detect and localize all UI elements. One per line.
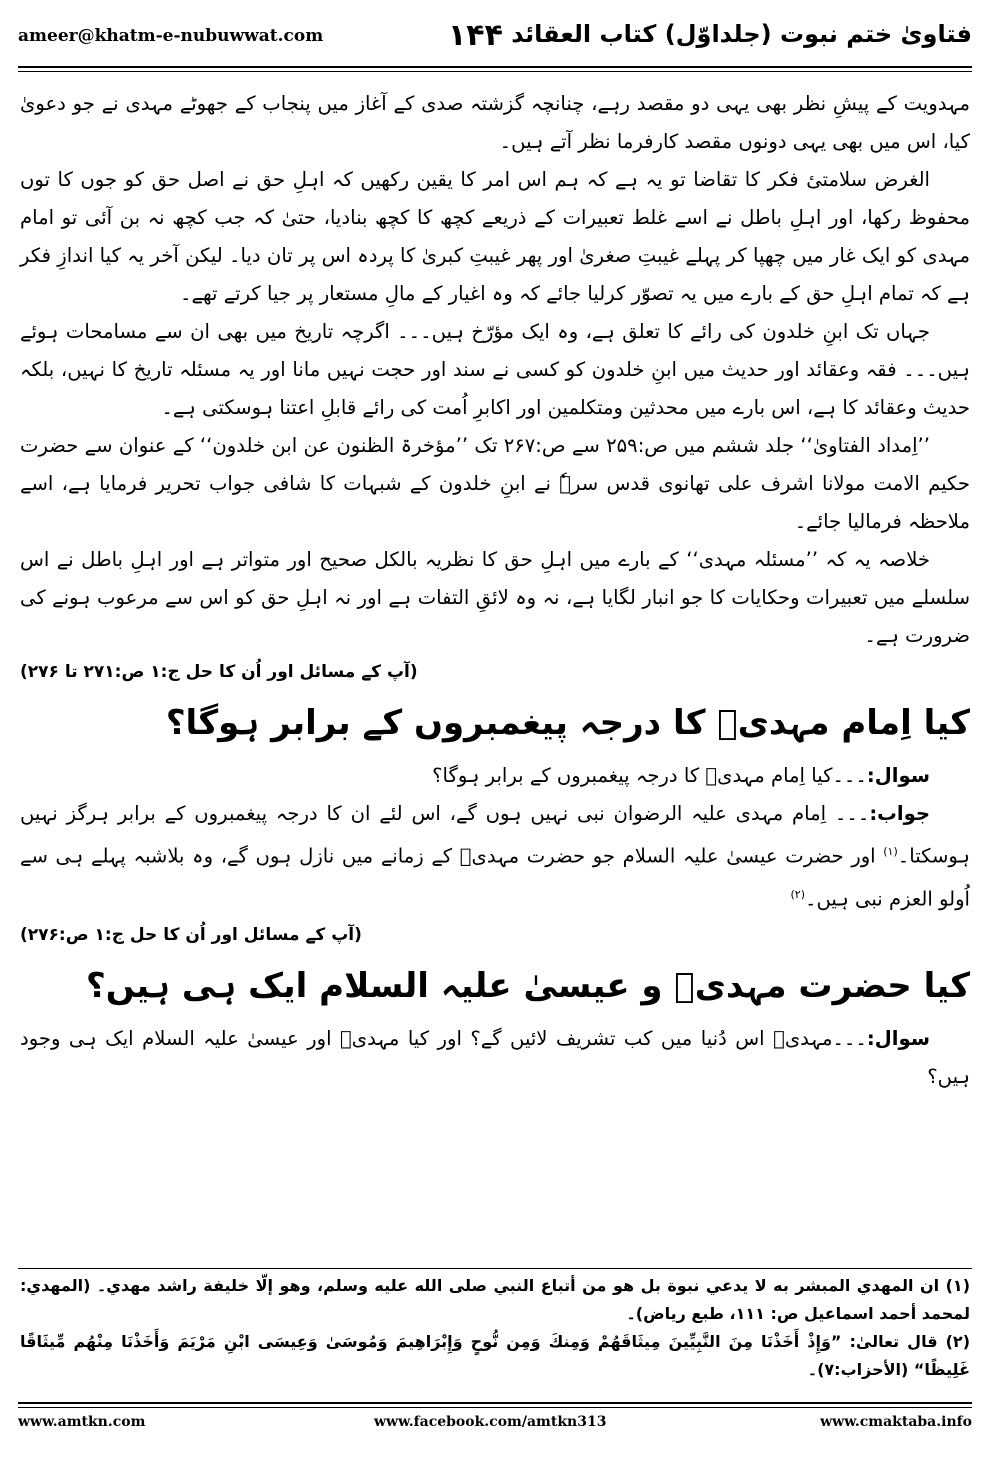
answer-text: ۔۔۔ اِمام مہدی علیہ الرضوان نبی نہیں ہوں گے، اس لئے ان کا درجہ پیغمبروں کے برابر ہرگز نہیں ہوسکتا۔ xyxy=(20,802,970,868)
footer-link-cmaktaba[interactable]: www.cmaktaba.info xyxy=(820,1414,972,1430)
footer-rule xyxy=(18,1402,972,1404)
paragraph: خلاصہ یہ کہ ’’مسئلہ مہدی‘‘ کے بارے میں اہلِ حق کا نظریہ بالکل صحیح اور متواتر ہے اور اہلِ باطل نے اس سلسلے میں تعبیرات وحکایات کا جو انبار لگایا ہے، نہ وہ لائقِ التفات ہے اور نہ اہلِ حق کو اس سے مرعوب ہونے کی ضرورت ہے۔ xyxy=(20,548,970,647)
page-header xyxy=(18,16,972,66)
header-rule xyxy=(18,66,972,68)
footnote-marker: (۲) xyxy=(790,887,806,901)
footnote-marker: (۱) xyxy=(883,845,898,858)
footer-link-facebook[interactable]: www.facebook.com/amtkn313 xyxy=(374,1414,607,1430)
question-text: ۔۔۔کیا اِمام مہدیؓ کا درجہ پیغمبروں کے برابر ہوگا؟ xyxy=(432,764,867,787)
footnotes xyxy=(20,1272,970,1384)
footer-link-amtkn[interactable]: www.amtkn.com xyxy=(18,1414,146,1430)
paragraph: ’’اِمداد الفتاویٰ‘‘ جلد ششم میں ص:۲۵۹ سے ص:۲۶۷ تک ’’مؤخرۃ الظنون عن ابن خلدون‘‘ کے عنوان سے حضرت حکیم الامت مولانا اشرف علی تھانوی قدس سرہٗ نے ابنِ خلدون کے شبہات کا شافی جواب تحریر فرمایا ہے، اسے ملاحظہ فرمالیا جائے۔ xyxy=(20,434,970,533)
page-footer xyxy=(18,1410,972,1440)
paragraph: جہاں تک ابنِ خلدون کی رائے کا تعلق ہے، وہ ایک مؤرّخ ہیں۔۔۔ اگرچہ تاریخ میں بھی ان سے مسامحات ہوئے ہیں۔۔۔ فقہ وعقائد اور حدیث میں ابنِ خلدون کو کسی نے سند اور حجت نہیں مانا اور یہ مسئلہ تاریخ کا نہیں، بلکہ حدیث وعقائد کا ہے، اس بارے میں محدثین ومتکلمین اور اکابرِ اُمت کی رائے قابلِ اعتنا ہوسکتی ہے۔ xyxy=(20,320,970,419)
page-number: ۱۴۴ xyxy=(448,18,503,53)
book-title: فتاویٰ ختم نبوت (جلداوّل) کتاب العقائد xyxy=(511,20,972,48)
reference-citation: (آپ کے مسائل اور اُن کا حل ج:۱ ص:۲۷۱ تا ۲۷۶) xyxy=(20,662,418,682)
footnote-rule xyxy=(18,1268,972,1269)
section-heading: کیا حضرت مہدیؓ و عیسیٰ علیہ السلام ایک ہی ہیں؟ xyxy=(85,966,970,1007)
question-label: سوال: xyxy=(866,1027,930,1051)
question xyxy=(20,757,970,795)
answer-text-continued: اور حضرت عیسیٰ علیہ السلام جو حضرت مہدیؓ کے زمانے میں نازل ہوں گے، وہ بلاشبہ پہلے ہی سے اُولو العزم نبی ہیں۔ xyxy=(20,844,970,911)
main-content xyxy=(20,85,970,1096)
answer xyxy=(20,795,970,918)
footnote: (۲) قال تعالیٰ: ”وَإِذْ أَخَذْنَا مِنَ النَّبِيِّينَ مِيثَاقَهُمْ وَمِنكَ وَمِن نُّوحٍ وَإِبْرَاهِيمَ وَمُوسَىٰ وَعِيسَى ابْنِ مَرْيَمَ وَأَخَذْنَا مِنْهُم مِّيثَاقًا غَلِيظًا“ (الأحزاب:۷)۔ xyxy=(20,1332,970,1379)
question-label: سوال: xyxy=(866,764,930,787)
paragraph: الغرض سلامتیٔ فکر کا تقاضا تو یہ ہے کہ ہم اس امر کا یقین رکھیں کہ اہلِ حق نے اصل حق کو جوں کا توں محفوظ رکھا، اور اہلِ باطل نے اسے غلط تعبیرات کے ذریعے کچھ کا کچھ بنادیا، حتیٰ کہ جب کچھ نہ بن آئی تو امام مہدی کو ایک غار میں چھپا کر پہلے غیبتِ صغریٰ اور پھر غیبتِ کبریٰ کا پردہ اس پر تان دیا۔ لیکن آخر یہ کیا اندازِ فکر ہے کہ تمام اہلِ حق کے بارے میں یہ تصوّر کرلیا جائے کہ وہ اغیار کے مالِ مستعار پر جیا کرتے تھے۔ xyxy=(20,168,970,305)
footnote: (۱) ان المهدي المبشر به لا يدعي نبوة بل هو من أتباع النبي صلى الله عليه وسلم، وهو إلّا خليفة راشد مهدي۔ (المهدي: لمحمد أحمد اسماعيل ص: ۱۱۱، طبع رياض)۔ xyxy=(20,1276,970,1323)
question-text: ۔۔۔مہدیؓ اس دُنیا میں کب تشریف لائیں گے؟ اور کیا مہدیؓ اور عیسیٰ علیہ السلام ایک ہی وجود ہیں؟ xyxy=(20,1027,970,1089)
answer-label: جواب: xyxy=(869,802,930,825)
question xyxy=(20,1020,970,1096)
section-heading: کیا اِمام مہدیؓ کا درجہ پیغمبروں کے برابر ہوگا؟ xyxy=(165,703,970,743)
header-email: ameer@khatm-e-nubuwwat.com xyxy=(18,26,324,46)
reference-citation: (آپ کے مسائل اور اُن کا حل ج:۱ ص:۲۷۶) xyxy=(20,925,362,946)
paragraph: مہدویت کے پیشِ نظر بھی یہی دو مقصد رہے، چنانچہ گزشتہ صدی کے آغاز میں پنجاب کے جھوٹے مہدی نے جو دعویٰ کیا، اس میں بھی یہی دونوں مقصد کارفرما نظر آتے ہیں۔ xyxy=(20,92,970,153)
